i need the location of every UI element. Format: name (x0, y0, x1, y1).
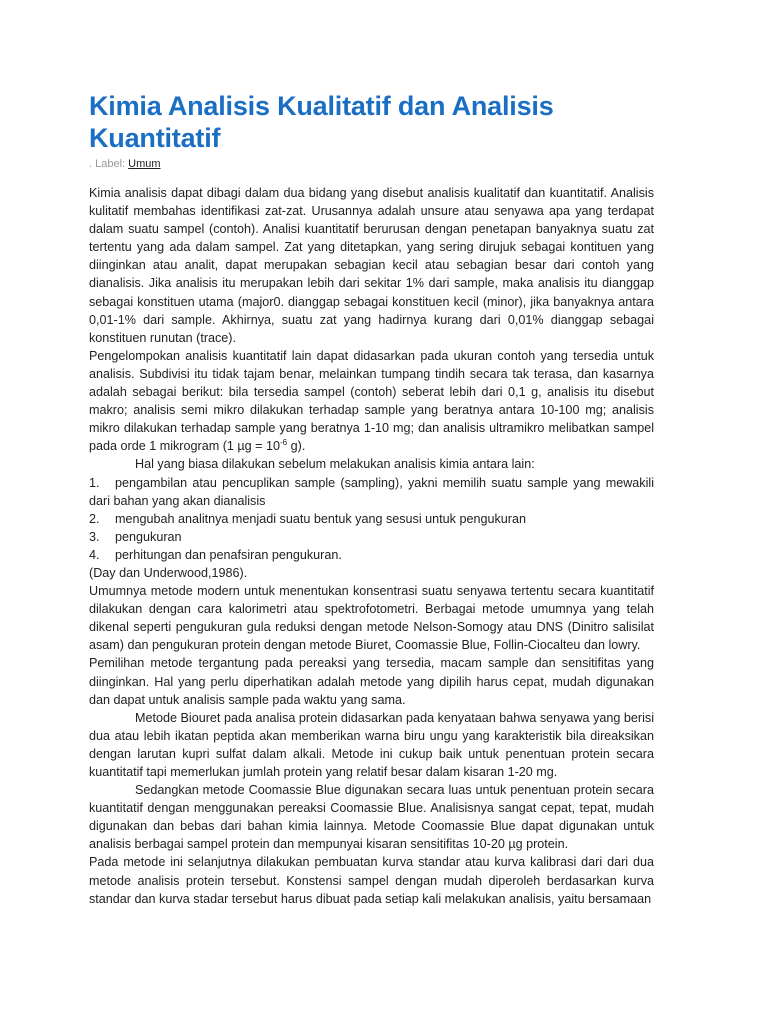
paragraph-2-tail: g). (287, 439, 306, 454)
list-item (89, 474, 654, 510)
list-number: 2. (89, 511, 100, 526)
list-item (89, 528, 654, 546)
list-text: pengukuran (115, 529, 182, 544)
list-text: pengambilan atau pencuplikan sample (sampling), yakni memilih suatu sample yang mewakili dari bahan yang akan dianalisis (89, 475, 654, 508)
paragraph-5: Pemilihan metode tergantung pada pereaksi yang tersedia, macam sample dan sensitifitas yang diinginkan. Hal yang perlu diperhatikan adalah metode yang dipilih harus cepat, mudah digunakan dan dapat untuk analisis sample pada waktu yang sama. (89, 656, 654, 707)
list-item (89, 546, 654, 564)
list-number: 4. (89, 547, 100, 562)
list-text: mengubah analitnya menjadi suatu bentuk yang sesusi untuk pengukuran (115, 511, 526, 526)
list-number: 3. (89, 529, 100, 544)
paragraph-3: Hal yang biasa dilakukan sebelum melakukan analisis kimia antara lain: (135, 457, 535, 472)
page-title: Kimia Analisis Kualitatif dan Analisis Kuantitatif (89, 91, 554, 153)
label-link-umum[interactable]: Umum (128, 158, 161, 170)
paragraph-6: Metode Biouret pada analisa protein didasarkan pada kenyataan bahwa senyawa yang berisi dua atau lebih ikatan peptida akan memberikan warna biru ungu yang karakteristik bila direaksikan dengan larutan kupri sulfat dalam alkali. Metode ini cukup baik untuk penentuan protein secara kuantitatif tapi memerlukan jumlah protein yang relatif besar dalam kisaran 1-20 mg. (89, 710, 654, 779)
list-item (89, 510, 654, 528)
article-body (89, 184, 654, 908)
label-prefix: . Label: (89, 158, 129, 170)
citation: (Day dan Underwood,1986). (89, 565, 248, 580)
paragraph-8: Pada metode ini selanjutnya dilakukan pembuatan kurva standar atau kurva kalibrasi dari dari dua metode analisis protein tersebut. Konstensi sampel dengan mudah diperoleh berdasarkan kurva standar dan kurva stadar tersebut harus dibuat pada setiap kali melakukan analisis, yaitu bersamaan (89, 855, 654, 906)
paragraph-4: Umumnya metode modern untuk menentukan konsentrasi suatu senyawa tertentu secara kuantitatif dilakukan dengan cara kalorimetri atau spektrofotometri. Berbagai metode umumnya yang telah dikenal seperti pengukuran gula reduksi dengan metode Nelson-Somogy atau DNS (Dinitro salisilat asam) dan pengukuran protein dengan metode Biuret, Coomassie Blue, Follin-Ciocalteu dan lowry. (89, 584, 654, 653)
label-row (89, 156, 654, 172)
paragraph-2 (89, 347, 654, 456)
paragraph-2-superscript: -6 (280, 438, 288, 448)
paragraph-2-main: Pengelompokan analisis kuantitatif lain dapat didasarkan pada ukuran contoh yang tersedia untuk analisis. Subdivisi itu tidak tajam benar, melainkan tumpang tindih secara tak terasa, dan kasarnya adalah sebagai berikut: bila tersedia sampel (contoh) seberat lebih dari 0,1 g, analisis itu disebut makro; analisis semi mikro dilakukan terhadap sample yang beratnya antara 10-100 mg; analisis mikro dilakukan terhadap sample yang beratnya 1-10 mg; dan analisis ultramikro melibatkan sampel pada orde 1 mikrogram (1 µg = 10 (89, 348, 654, 454)
list-number: 1. (89, 475, 100, 490)
article (89, 90, 654, 908)
paragraph-1: Kimia analisis dapat dibagi dalam dua bidang yang disebut analisis kualitatif dan kuantitatif. Analisis kulitatif membahas identifikasi zat-zat. Urusannya adalah unsure atau senyawa apa yang terdapat dalam suatu sampel (contoh). Analisi kuantitatif berurusan dengan penetapan banyaknya suatu zat tertentu yang ada dalam sampel. Zat yang ditetapkan, yang sering dirujuk sebagai kontituen yang diinginkan atau analit, dapat merupakan sebagian kecil atau sebagian besar dari contoh yang dianalisis. Jika analisis itu merupakan lebih dari sekitar 1% dari sample, maka analisis itu dianggap sebagai konstituen utama (major0. dianggap sebagai konstituen kecil (minor), jika banyaknya antara 0,01-1% dari sample. Akhirnya, suatu zat yang hadirnya kurang dari 0,01% dianggap sebagai konstituen runutan (trace). (89, 186, 654, 345)
list-text: perhitungan dan penafsiran pengukuran. (115, 547, 342, 562)
paragraph-7: Sedangkan metode Coomassie Blue digunakan secara luas untuk penentuan protein secara kuantitatif dengan menggunakan pereaksi Coomassie Blue. Analisisnya sangat cepat, tepat, mudah digunakan dan bebas dari bahan kimia lainnya. Metode Coomassie Blue dapat digunakan untuk analisis berbagai sampel protein dan mempunyai kisaran sensitifitas 10-20 µg protein. (89, 783, 654, 852)
